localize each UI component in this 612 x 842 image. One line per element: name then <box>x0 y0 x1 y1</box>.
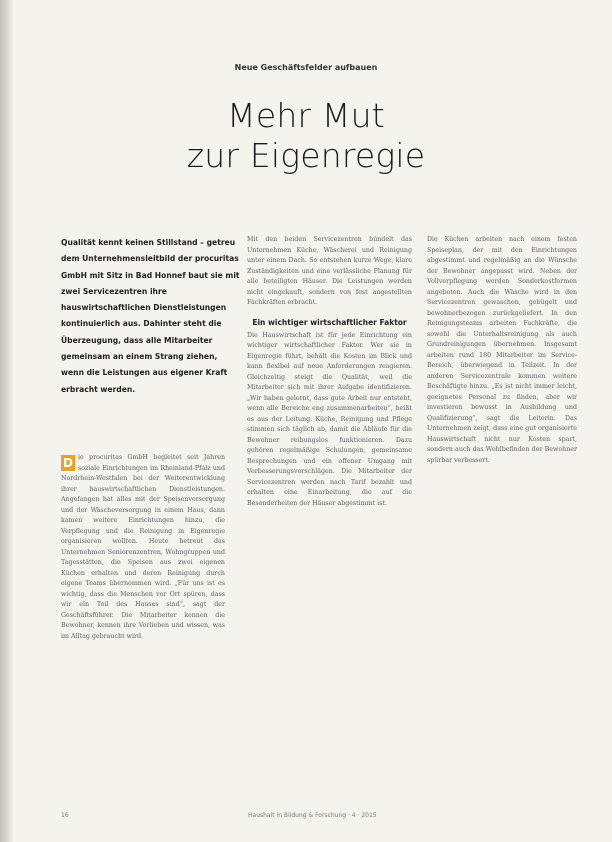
article-headline <box>0 96 612 176</box>
headline-line-2: zur Eigenregie <box>186 136 426 175</box>
body-paragraph-3: Die Hauswirtschaft ist für jede Einrichtung ein wichtiger wirtschaftlicher Faktor. Wer sie in Eigenregie führt, behält die Kosten im Blick und kann flexibel auf neue Anforderungen reagieren. Gleichzeitig steigt die Qualität, weil die Mitarbeiter sich mit ihrer Aufgabe identifizieren. „Wir haben gelernt, dass gute Arbeit nur entsteht, wenn alle Bereiche eng zusammenarbeiten“, heißt es aus der Leitung. Küche, Reinigung und Pflege stimmen sich täglich ab, damit die Abläufe für die Bewohner reibungslos funktionieren. Dazu gehören regelmäßige Schulungen, gemeinsame Besprechungen und ein offener Umgang mit Verbesserungsvorschlägen. Die Mitarbeiter der Servicezentren werden nach Tarif bezahlt und erhalten eine Einarbeitung, die auf die Besonderheiten der Häuser abgestimmt ist. <box>247 331 412 507</box>
body-column-1 <box>61 453 225 831</box>
dropcap: D <box>61 455 75 471</box>
body-paragraph-1: ie procuritas GmbH begleitet seit Jahren soziale Einrichtungen im Rheinland-Pfalz und Nordrhein-Westfalen bei der Weiterentwicklung ihrer hauswirtschaftlichen Dienstleistungen. Angefangen hat alles mit der Speisenversorgung und der Wäscheversorgung in einem Haus, dann kamen weitere Einrichtungen hinzu, die Verpflegung und die Reinigung in Eigenregie organisieren wollten. Heute betreut das Unternehmen Seniorenzentren, Wohngruppen und Tagesstätten, die Speisen aus zwei eigenen Küchen erhalten und deren Reinigung durch eigene Teams übernommen wird. „Für uns ist es wichtig, dass die Menschen vor Ort spüren, dass wir ein Teil des Hauses sind“, sagt der Geschäftsführer. Die Mitarbeiter kennen die Bewohner, kennen ihre Vorlieben und wissen, was im Alltag gebraucht wird. <box>61 454 225 640</box>
publication-line: Haushalt in Bildung & Forschung · 4 · 2015 <box>248 812 377 819</box>
body-paragraph-4: Die Küchen arbeiten nach einem festen Speiseplan, der mit den Einrichtungen abgestimmt und regelmäßig an die Wünsche der Bewohner angepasst wird. Neben der Vollverpflegung werden Sonderkostformen angeboten. Auch die Wäsche wird in den Servicezentren gewaschen, gebügelt und bewohnerbezogen zurückgeliefert. In den Reinigungsteams arbeiten Fachkräfte, die sowohl die Unterhaltsreinigung als auch Grundreinigungen übernehmen. Insgesamt arbeiten rund 180 Mitarbeiter im Service-Bereich, überwiegend in Teilzeit. In der anderen Servicezentrale kommen weitere Beschäftigte hinzu. „Es ist nicht immer leicht, geeignetes Personal zu finden, aber wir investieren bewusst in Ausbildung und Qualifizierung“, sagt die Leiterin. Das Unternehmen zeigt, dass eine gut organisierte Hauswirtschaft nicht nur Kosten spart, sondern auch das Wohlbefinden der Bewohner spürbar verbessert. <box>427 236 577 464</box>
section-subhead: Ein wichtiger wirtschaftlicher Faktor <box>252 317 407 327</box>
article-intro: Qualität kennt keinen Stillstand – getreu dem Unternehmensleitbild der procuritas GmbH mit Sitz in Bad Honnef baut sie mit zwei Servicezentren ihre hauswirtschaftlichen Dienstleistungen kontinuierlich aus. Dahinter steht die Überzeugung, dass alle Mitarbeiter gemeinsam an einem Strang ziehen, wenn die Leistungen aus eigener Kraft erbracht werden. <box>61 238 240 394</box>
body-paragraph-2: Mit den beiden Servicezentren bündelt das Unternehmen Küche, Wäscherei und Reinigung unter einem Dach. So entstehen kurze Wege, klare Zuständigkeiten und eine verlässliche Planung für alle beteiligten Häuser. Die Leistungen werden nicht eingekauft, sondern von fest angestellten Fachkräften erbracht. <box>247 236 412 306</box>
article-kicker: Neue Geschäftsfelder aufbauen <box>234 63 378 72</box>
page-number: 16 <box>61 812 69 819</box>
headline-line-1: Mehr Mut <box>227 96 385 135</box>
body-column-2 <box>247 235 412 835</box>
body-column-3 <box>427 235 577 835</box>
